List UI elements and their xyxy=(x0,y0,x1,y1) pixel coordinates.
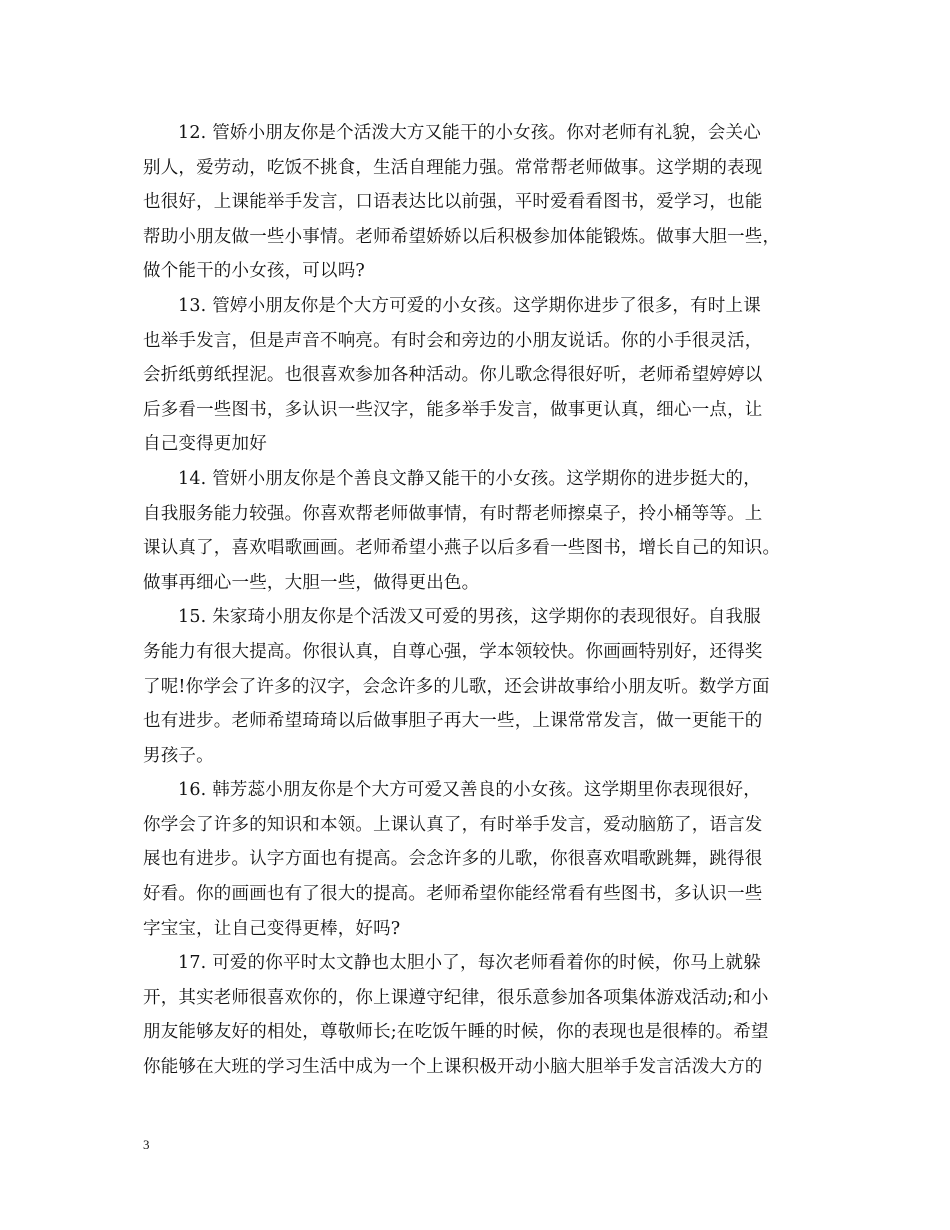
paragraph-line: 也举手发言，但是声音不响亮。有时会和旁边的小朋友说话。你的小手很灵活， xyxy=(143,330,763,351)
paragraph-line: 会折纸剪纸捏泥。也很喜欢参加各种活动。你儿歌念得很好听，老师希望婷婷以 xyxy=(143,365,763,386)
document-body xyxy=(143,116,815,1085)
paragraph-first-line: 15. 朱家琦小朋友你是个活泼又可爱的男孩，这学期你的表现很好。自我服 xyxy=(178,607,761,628)
page-number: 3 xyxy=(143,1137,150,1152)
paragraph-line: 展也有进步。认字方面也有提高。会念许多的儿歌，你很喜欢唱歌跳舞，跳得很 xyxy=(143,849,763,870)
paragraph-line: 了呢!你学会了许多的汉字，会念许多的儿歌，还会讲故事给小朋友听。数学方面 xyxy=(143,676,770,697)
paragraph-line: 做个能干的小女孩，可以吗? xyxy=(143,261,365,282)
paragraph-first-line: 17. 可爱的你平时太文静也太胆小了，每次老师看着你的时候，你马上就躲 xyxy=(178,953,761,974)
paragraph-line: 后多看一些图书，多认识一些汉字，能多举手发言，做事更认真，细心一点，让 xyxy=(143,399,763,420)
paragraph-first-line: 13. 管婷小朋友你是个大方可爱的小女孩。这学期你进步了很多，有时上课 xyxy=(178,295,761,316)
paragraph-line: 自己变得更加好 xyxy=(143,434,267,455)
paragraph-line: 好看。你的画画也有了很大的提高。老师希望你能经常看有些图书，多认识一些 xyxy=(143,884,763,905)
paragraph-line: 做事再细心一些，大胆一些，做得更出色。 xyxy=(143,572,480,593)
paragraph-line: 你能够在大班的学习生活中成为一个上课积极开动小脑大胆举手发言活泼大方的 xyxy=(143,1057,763,1078)
paragraph-line: 自我服务能力较强。你喜欢帮老师做事情，有时帮老师擦桌子，拎小桶等等。上 xyxy=(143,503,763,524)
paragraph-first-line: 14. 管妍小朋友你是个善良文静又能干的小女孩。这学期你的进步挺大的， xyxy=(178,468,761,489)
paragraph-line: 开，其实老师很喜欢你的，你上课遵守纪律，很乐意参加各项集体游戏活动;和小 xyxy=(143,987,769,1008)
paragraph-line: 也有进步。老师希望琦琦以后做事胆子再大一些，上课常常发言，做一更能干的 xyxy=(143,711,763,732)
paragraph-line: 字宝宝，让自己变得更棒，好吗? xyxy=(143,918,401,939)
paragraph-line: 你学会了许多的知识和本领。上课认真了，有时举手发言，爱动脑筋了，语言发 xyxy=(143,814,763,835)
paragraph-line: 别人，爱劳动，吃饭不挑食，生活自理能力强。常常帮老师做事。这学期的表现 xyxy=(143,157,763,178)
paragraph-line: 课认真了，喜欢唱歌画画。老师希望小燕子以后多看一些图书，增长自己的知识。 xyxy=(143,538,781,559)
paragraph-line: 男孩子。 xyxy=(143,745,214,766)
paragraph-line: 帮助小朋友做一些小事情。老师希望娇娇以后积极参加体能锻炼。做事大胆一些， xyxy=(143,226,781,247)
paragraph-first-line: 12. 管娇小朋友你是个活泼大方又能干的小女孩。你对老师有礼貌，会关心 xyxy=(178,123,761,143)
paragraph-line: 朋友能够友好的相处，尊敬师长;在吃饭午睡的时候，你的表现也是很棒的。希望 xyxy=(143,1022,769,1043)
paragraph-first-line: 16. 韩芳蕊小朋友你是个大方可爱又善良的小女孩。这学期里你表现很好， xyxy=(178,780,761,801)
paragraph-line: 也很好，上课能举手发言，口语表达比以前强，平时爱看看图书，爱学习，也能 xyxy=(143,192,763,213)
paragraph-line: 务能力有很大提高。你很认真，自尊心强，学本领较快。你画画特别好，还得奖 xyxy=(143,641,763,662)
